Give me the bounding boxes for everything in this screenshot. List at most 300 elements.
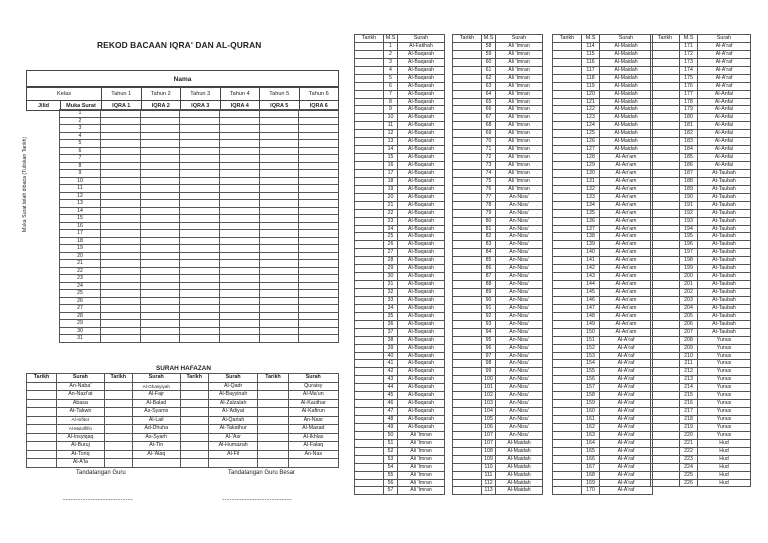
date-cell[interactable]	[140, 215, 180, 223]
date-cell[interactable]	[453, 74, 482, 82]
date-cell[interactable]	[27, 442, 57, 451]
date-cell[interactable]	[651, 74, 680, 82]
date-cell[interactable]	[553, 42, 582, 50]
date-cell[interactable]	[651, 162, 680, 170]
date-cell[interactable]	[355, 328, 384, 336]
date-cell[interactable]	[453, 90, 482, 98]
date-cell[interactable]	[259, 252, 299, 260]
date-cell[interactable]	[453, 312, 482, 320]
date-cell[interactable]	[355, 106, 384, 114]
date-cell[interactable]	[553, 50, 582, 58]
date-cell[interactable]	[453, 58, 482, 66]
date-cell[interactable]	[27, 433, 57, 442]
date-cell[interactable]	[355, 289, 384, 297]
date-cell[interactable]	[258, 416, 288, 425]
date-cell[interactable]	[219, 170, 259, 178]
date-cell[interactable]	[140, 110, 180, 118]
date-cell[interactable]	[180, 252, 220, 260]
date-cell[interactable]	[355, 217, 384, 225]
date-cell[interactable]	[299, 162, 339, 170]
date-cell[interactable]	[140, 252, 180, 260]
date-cell[interactable]	[259, 132, 299, 140]
date-cell[interactable]	[651, 304, 680, 312]
date-cell[interactable]	[355, 392, 384, 400]
date-cell[interactable]	[101, 305, 141, 313]
date-cell[interactable]	[101, 312, 141, 320]
date-cell[interactable]	[259, 110, 299, 118]
date-cell[interactable]	[355, 360, 384, 368]
date-cell[interactable]	[453, 376, 482, 384]
date-cell[interactable]	[219, 185, 259, 193]
date-cell[interactable]	[180, 237, 220, 245]
date-cell[interactable]	[101, 275, 141, 283]
date-cell[interactable]	[355, 90, 384, 98]
date-cell[interactable]	[355, 177, 384, 185]
date-cell[interactable]	[355, 400, 384, 408]
date-cell[interactable]	[453, 344, 482, 352]
date-cell[interactable]	[651, 352, 680, 360]
date-cell[interactable]	[453, 42, 482, 50]
date-cell[interactable]	[104, 399, 132, 408]
date-cell[interactable]	[180, 230, 220, 238]
date-cell[interactable]	[453, 304, 482, 312]
date-cell[interactable]	[259, 320, 299, 328]
date-cell[interactable]	[355, 423, 384, 431]
date-cell[interactable]	[27, 382, 57, 391]
date-cell[interactable]	[651, 201, 680, 209]
date-cell[interactable]	[355, 471, 384, 479]
date-cell[interactable]	[101, 335, 141, 343]
date-cell[interactable]	[27, 425, 57, 434]
date-cell[interactable]	[651, 217, 680, 225]
date-cell[interactable]	[140, 207, 180, 215]
date-cell[interactable]	[258, 425, 288, 434]
date-cell[interactable]	[355, 249, 384, 257]
date-cell[interactable]	[259, 312, 299, 320]
date-cell[interactable]	[651, 146, 680, 154]
date-cell[interactable]	[553, 74, 582, 82]
date-cell[interactable]	[140, 117, 180, 125]
date-cell[interactable]	[355, 455, 384, 463]
date-cell[interactable]	[355, 42, 384, 50]
date-cell[interactable]	[355, 431, 384, 439]
date-cell[interactable]	[180, 132, 220, 140]
date-cell[interactable]	[180, 110, 220, 118]
date-cell[interactable]	[180, 275, 220, 283]
date-cell[interactable]	[299, 125, 339, 133]
date-cell[interactable]	[453, 169, 482, 177]
date-cell[interactable]	[651, 154, 680, 162]
date-cell[interactable]	[219, 207, 259, 215]
date-cell[interactable]	[453, 416, 482, 424]
date-cell[interactable]	[553, 82, 582, 90]
date-cell[interactable]	[180, 282, 220, 290]
date-cell[interactable]	[355, 201, 384, 209]
date-cell[interactable]	[553, 439, 582, 447]
date-cell[interactable]	[219, 275, 259, 283]
date-cell[interactable]	[453, 146, 482, 154]
date-cell[interactable]	[180, 433, 208, 442]
date-cell[interactable]	[453, 154, 482, 162]
date-cell[interactable]	[180, 222, 220, 230]
date-cell[interactable]	[259, 155, 299, 163]
date-cell[interactable]	[553, 447, 582, 455]
date-cell[interactable]	[104, 391, 132, 400]
date-cell[interactable]	[219, 230, 259, 238]
date-cell[interactable]	[140, 185, 180, 193]
date-cell[interactable]	[219, 215, 259, 223]
date-cell[interactable]	[101, 132, 141, 140]
date-cell[interactable]	[553, 408, 582, 416]
date-cell[interactable]	[651, 241, 680, 249]
date-cell[interactable]	[299, 170, 339, 178]
date-cell[interactable]	[453, 66, 482, 74]
date-cell[interactable]	[453, 257, 482, 265]
date-cell[interactable]	[140, 162, 180, 170]
date-cell[interactable]	[651, 447, 680, 455]
date-cell[interactable]	[355, 273, 384, 281]
date-cell[interactable]	[101, 215, 141, 223]
date-cell[interactable]	[553, 281, 582, 289]
date-cell[interactable]	[651, 384, 680, 392]
date-cell[interactable]	[219, 260, 259, 268]
date-cell[interactable]	[453, 233, 482, 241]
date-cell[interactable]	[355, 352, 384, 360]
date-cell[interactable]	[219, 237, 259, 245]
date-cell[interactable]	[453, 289, 482, 297]
date-cell[interactable]	[453, 50, 482, 58]
date-cell[interactable]	[101, 237, 141, 245]
date-cell[interactable]	[651, 138, 680, 146]
date-cell[interactable]	[140, 170, 180, 178]
date-cell[interactable]	[553, 177, 582, 185]
date-cell[interactable]	[219, 147, 259, 155]
date-cell[interactable]	[651, 122, 680, 130]
date-cell[interactable]	[355, 447, 384, 455]
date-cell[interactable]	[219, 155, 259, 163]
date-cell[interactable]	[140, 305, 180, 313]
date-cell[interactable]	[553, 98, 582, 106]
date-cell[interactable]	[104, 450, 132, 459]
date-cell[interactable]	[355, 281, 384, 289]
date-cell[interactable]	[355, 209, 384, 217]
date-cell[interactable]	[258, 382, 288, 391]
date-cell[interactable]	[219, 305, 259, 313]
date-cell[interactable]	[299, 305, 339, 313]
date-cell[interactable]	[258, 459, 288, 468]
date-cell[interactable]	[180, 140, 220, 148]
date-cell[interactable]	[299, 147, 339, 155]
date-cell[interactable]	[140, 222, 180, 230]
date-cell[interactable]	[299, 192, 339, 200]
date-cell[interactable]	[651, 376, 680, 384]
date-cell[interactable]	[101, 282, 141, 290]
date-cell[interactable]	[101, 185, 141, 193]
date-cell[interactable]	[259, 237, 299, 245]
date-cell[interactable]	[553, 304, 582, 312]
date-cell[interactable]	[553, 58, 582, 66]
date-cell[interactable]	[553, 209, 582, 217]
date-cell[interactable]	[355, 336, 384, 344]
date-cell[interactable]	[553, 185, 582, 193]
date-cell[interactable]	[258, 399, 288, 408]
date-cell[interactable]	[355, 154, 384, 162]
date-cell[interactable]	[104, 433, 132, 442]
date-cell[interactable]	[355, 130, 384, 138]
date-cell[interactable]	[651, 193, 680, 201]
date-cell[interactable]	[299, 200, 339, 208]
date-cell[interactable]	[453, 185, 482, 193]
date-cell[interactable]	[651, 439, 680, 447]
date-cell[interactable]	[553, 328, 582, 336]
date-cell[interactable]	[651, 400, 680, 408]
date-cell[interactable]	[299, 222, 339, 230]
date-cell[interactable]	[259, 192, 299, 200]
date-cell[interactable]	[553, 392, 582, 400]
date-cell[interactable]	[101, 192, 141, 200]
date-cell[interactable]	[180, 215, 220, 223]
date-cell[interactable]	[104, 408, 132, 417]
date-cell[interactable]	[355, 193, 384, 201]
date-cell[interactable]	[553, 423, 582, 431]
date-cell[interactable]	[101, 117, 141, 125]
date-cell[interactable]	[355, 82, 384, 90]
date-cell[interactable]	[553, 249, 582, 257]
date-cell[interactable]	[299, 230, 339, 238]
date-cell[interactable]	[140, 335, 180, 343]
date-cell[interactable]	[453, 352, 482, 360]
date-cell[interactable]	[553, 193, 582, 201]
date-cell[interactable]	[27, 450, 57, 459]
date-cell[interactable]	[453, 82, 482, 90]
date-cell[interactable]	[651, 249, 680, 257]
date-cell[interactable]	[258, 450, 288, 459]
date-cell[interactable]	[259, 222, 299, 230]
date-cell[interactable]	[219, 297, 259, 305]
date-cell[interactable]	[453, 130, 482, 138]
date-cell[interactable]	[651, 66, 680, 74]
date-cell[interactable]	[355, 265, 384, 273]
date-cell[interactable]	[553, 296, 582, 304]
date-cell[interactable]	[140, 237, 180, 245]
date-cell[interactable]	[355, 487, 384, 495]
date-cell[interactable]	[101, 267, 141, 275]
date-cell[interactable]	[140, 267, 180, 275]
date-cell[interactable]	[453, 487, 482, 495]
date-cell[interactable]	[299, 252, 339, 260]
date-cell[interactable]	[259, 207, 299, 215]
date-cell[interactable]	[258, 408, 288, 417]
date-cell[interactable]	[651, 416, 680, 424]
date-cell[interactable]	[453, 400, 482, 408]
date-cell[interactable]	[553, 241, 582, 249]
date-cell[interactable]	[651, 360, 680, 368]
date-cell[interactable]	[180, 155, 220, 163]
date-cell[interactable]	[651, 455, 680, 463]
date-cell[interactable]	[101, 260, 141, 268]
date-cell[interactable]	[101, 327, 141, 335]
date-cell[interactable]	[453, 360, 482, 368]
date-cell[interactable]	[101, 147, 141, 155]
date-cell[interactable]	[259, 305, 299, 313]
date-cell[interactable]	[355, 122, 384, 130]
date-cell[interactable]	[180, 320, 220, 328]
date-cell[interactable]	[299, 245, 339, 253]
date-cell[interactable]	[553, 122, 582, 130]
date-cell[interactable]	[651, 479, 680, 487]
date-cell[interactable]	[553, 352, 582, 360]
date-cell[interactable]	[553, 455, 582, 463]
date-cell[interactable]	[259, 260, 299, 268]
date-cell[interactable]	[140, 200, 180, 208]
date-cell[interactable]	[355, 233, 384, 241]
date-cell[interactable]	[453, 177, 482, 185]
date-cell[interactable]	[553, 289, 582, 297]
date-cell[interactable]	[453, 296, 482, 304]
date-cell[interactable]	[140, 290, 180, 298]
date-cell[interactable]	[453, 201, 482, 209]
date-cell[interactable]	[101, 170, 141, 178]
date-cell[interactable]	[651, 471, 680, 479]
date-cell[interactable]	[27, 408, 57, 417]
date-cell[interactable]	[101, 200, 141, 208]
date-cell[interactable]	[104, 425, 132, 434]
date-cell[interactable]	[140, 297, 180, 305]
date-cell[interactable]	[258, 442, 288, 451]
date-cell[interactable]	[104, 382, 132, 391]
date-cell[interactable]	[180, 207, 220, 215]
date-cell[interactable]	[553, 273, 582, 281]
date-cell[interactable]	[219, 177, 259, 185]
date-cell[interactable]	[651, 42, 680, 50]
date-cell[interactable]	[553, 336, 582, 344]
date-cell[interactable]	[553, 471, 582, 479]
date-cell[interactable]	[180, 162, 220, 170]
date-cell[interactable]	[180, 408, 208, 417]
date-cell[interactable]	[553, 233, 582, 241]
date-cell[interactable]	[299, 297, 339, 305]
date-cell[interactable]	[651, 431, 680, 439]
date-cell[interactable]	[553, 257, 582, 265]
date-cell[interactable]	[180, 312, 220, 320]
date-cell[interactable]	[553, 487, 582, 495]
date-cell[interactable]	[651, 328, 680, 336]
date-cell[interactable]	[180, 245, 220, 253]
date-cell[interactable]	[355, 225, 384, 233]
date-cell[interactable]	[180, 442, 208, 451]
date-cell[interactable]	[219, 132, 259, 140]
date-cell[interactable]	[553, 376, 582, 384]
date-cell[interactable]	[140, 155, 180, 163]
date-cell[interactable]	[101, 140, 141, 148]
date-cell[interactable]	[140, 140, 180, 148]
date-cell[interactable]	[140, 275, 180, 283]
date-cell[interactable]	[180, 399, 208, 408]
date-cell[interactable]	[355, 50, 384, 58]
date-cell[interactable]	[180, 200, 220, 208]
date-cell[interactable]	[299, 335, 339, 343]
date-cell[interactable]	[355, 384, 384, 392]
date-cell[interactable]	[651, 58, 680, 66]
date-cell[interactable]	[355, 169, 384, 177]
date-cell[interactable]	[355, 463, 384, 471]
date-cell[interactable]	[27, 416, 57, 425]
date-cell[interactable]	[553, 344, 582, 352]
date-cell[interactable]	[299, 275, 339, 283]
date-cell[interactable]	[453, 408, 482, 416]
date-cell[interactable]	[27, 391, 57, 400]
date-cell[interactable]	[355, 296, 384, 304]
date-cell[interactable]	[453, 336, 482, 344]
date-cell[interactable]	[453, 225, 482, 233]
date-cell[interactable]	[355, 257, 384, 265]
date-cell[interactable]	[651, 265, 680, 273]
date-cell[interactable]	[651, 233, 680, 241]
date-cell[interactable]	[219, 335, 259, 343]
date-cell[interactable]	[651, 273, 680, 281]
date-cell[interactable]	[180, 177, 220, 185]
date-cell[interactable]	[553, 431, 582, 439]
date-cell[interactable]	[651, 130, 680, 138]
date-cell[interactable]	[651, 336, 680, 344]
date-cell[interactable]	[355, 114, 384, 122]
date-cell[interactable]	[140, 125, 180, 133]
date-cell[interactable]	[453, 328, 482, 336]
date-cell[interactable]	[299, 267, 339, 275]
date-cell[interactable]	[553, 154, 582, 162]
date-cell[interactable]	[453, 114, 482, 122]
date-cell[interactable]	[553, 106, 582, 114]
date-cell[interactable]	[140, 260, 180, 268]
date-cell[interactable]	[553, 320, 582, 328]
date-cell[interactable]	[355, 439, 384, 447]
date-cell[interactable]	[453, 392, 482, 400]
date-cell[interactable]	[259, 290, 299, 298]
date-cell[interactable]	[259, 267, 299, 275]
date-cell[interactable]	[27, 399, 57, 408]
date-cell[interactable]	[453, 265, 482, 273]
date-cell[interactable]	[219, 222, 259, 230]
date-cell[interactable]	[259, 170, 299, 178]
date-cell[interactable]	[180, 192, 220, 200]
date-cell[interactable]	[219, 312, 259, 320]
date-cell[interactable]	[140, 192, 180, 200]
date-cell[interactable]	[219, 125, 259, 133]
date-cell[interactable]	[553, 66, 582, 74]
date-cell[interactable]	[219, 110, 259, 118]
date-cell[interactable]	[651, 368, 680, 376]
date-cell[interactable]	[553, 400, 582, 408]
date-cell[interactable]	[180, 459, 208, 468]
date-cell[interactable]	[259, 215, 299, 223]
date-cell[interactable]	[553, 217, 582, 225]
date-cell[interactable]	[553, 479, 582, 487]
date-cell[interactable]	[299, 140, 339, 148]
date-cell[interactable]	[651, 312, 680, 320]
date-cell[interactable]	[651, 185, 680, 193]
date-cell[interactable]	[259, 335, 299, 343]
date-cell[interactable]	[355, 344, 384, 352]
date-cell[interactable]	[259, 275, 299, 283]
date-cell[interactable]	[651, 463, 680, 471]
date-cell[interactable]	[299, 185, 339, 193]
date-cell[interactable]	[299, 312, 339, 320]
date-cell[interactable]	[453, 463, 482, 471]
date-cell[interactable]	[453, 106, 482, 114]
date-cell[interactable]	[553, 360, 582, 368]
date-cell[interactable]	[259, 140, 299, 148]
date-cell[interactable]	[259, 162, 299, 170]
